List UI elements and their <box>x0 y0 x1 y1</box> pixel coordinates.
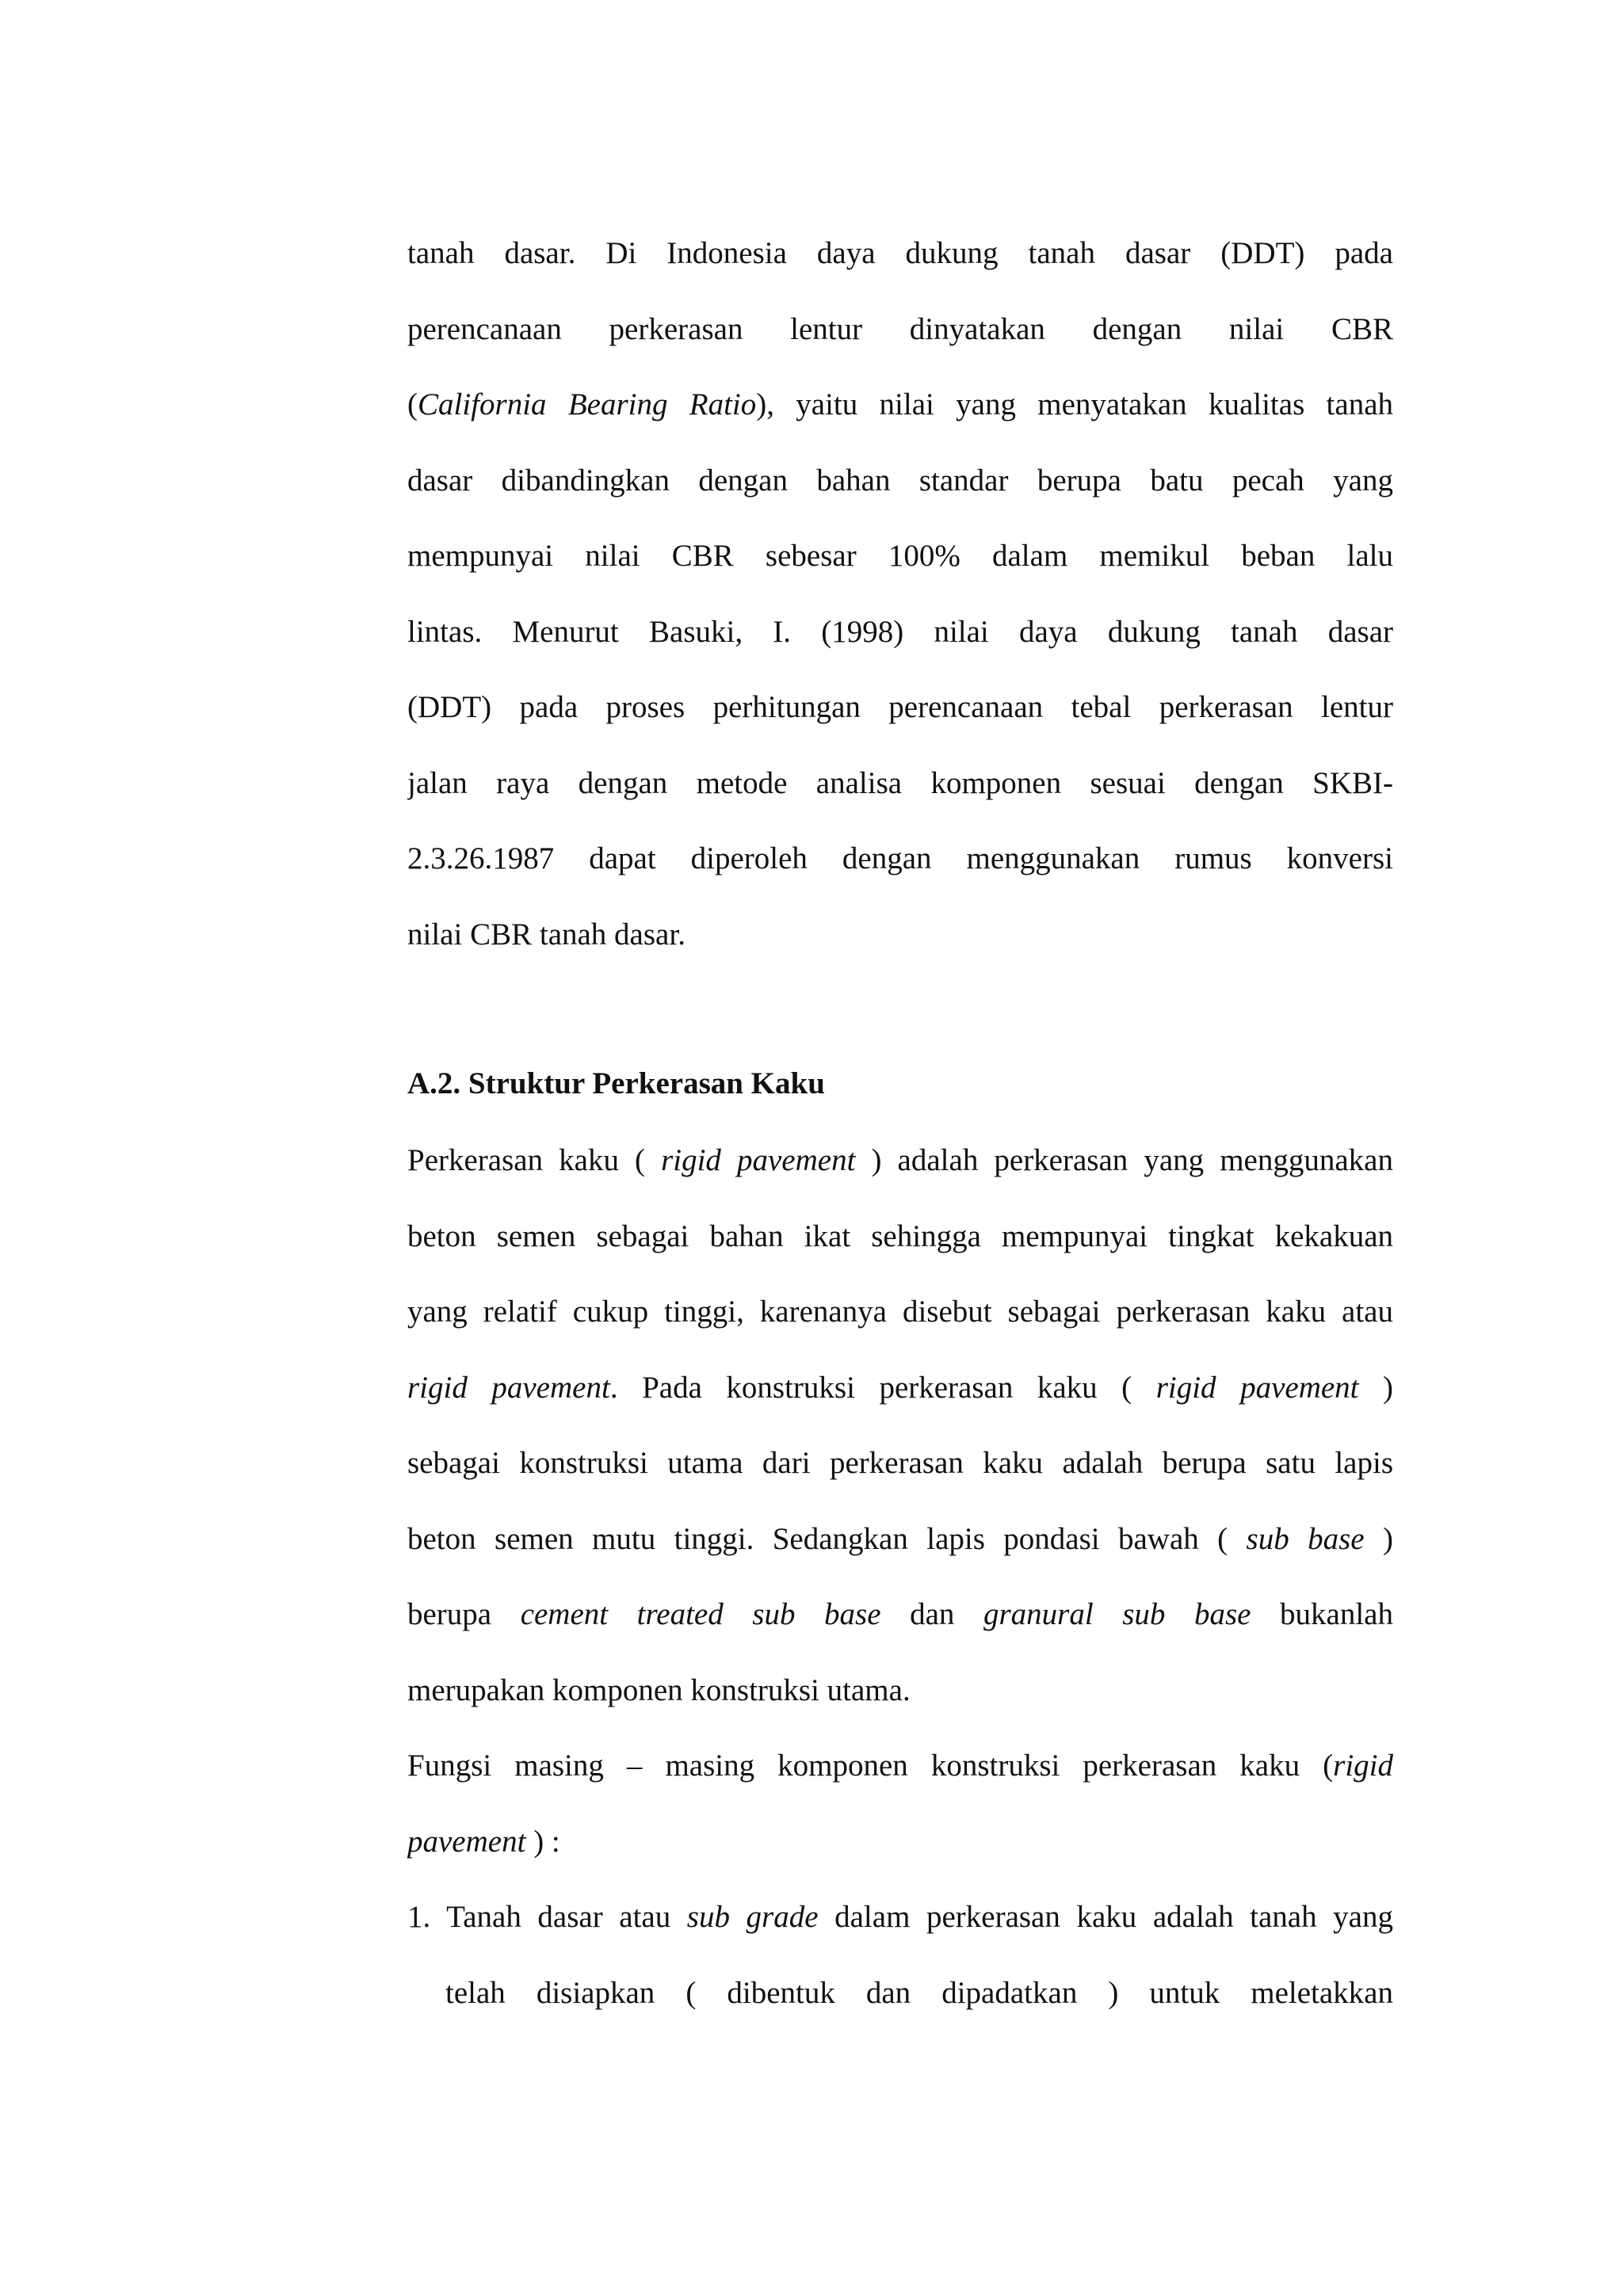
text-line: 2.3.26.1987 dapat diperoleh dengan menggunakan rumus konversi <box>407 841 1393 875</box>
paragraph-subgrade-bearing-capacity <box>407 215 1393 972</box>
text-line: dasar dibandingkan dengan bahan standar berupa batu pecah yang <box>407 463 1393 498</box>
italic-term: granural sub base <box>983 1597 1251 1631</box>
text-line: rigid pavement. Pada konstruksi perkerasan kaku ( rigid pavement ) <box>407 1370 1393 1405</box>
text-line: merupakan komponen konstruksi utama. <box>407 1672 911 1707</box>
text-line: beton semen sebagai bahan ikat sehingga mempunyai tingkat kekakuan <box>407 1219 1393 1253</box>
text-line: nilai CBR tanah dasar. <box>407 917 685 952</box>
text-line: (California Bearing Ratio), yaitu nilai yang menyatakan kualitas tanah <box>407 387 1393 421</box>
list-item-line: 1. Tanah dasar atau sub grade dalam perkerasan kaku adalah tanah yang <box>407 1900 1393 1934</box>
italic-term: sub base <box>1246 1521 1365 1556</box>
text-line: Perkerasan kaku ( rigid pavement ) adalah perkerasan yang menggunakan <box>407 1143 1393 1177</box>
italic-term: rigid pavement <box>407 1370 610 1405</box>
text-line: berupa cement treated sub base dan granural sub base bukanlah <box>407 1597 1393 1631</box>
text-line: perencanaan perkerasan lentur dinyatakan dengan nilai CBR <box>407 311 1393 346</box>
italic-term: rigid pavement <box>661 1143 856 1177</box>
text-line: pavement ) : <box>407 1824 560 1859</box>
text-line: yang relatif cukup tinggi, karenanya disebut sebagai perkerasan kaku atau <box>407 1295 1393 1329</box>
text-line: sebagai konstruksi utama dari perkerasan kaku adalah berupa satu lapis <box>407 1446 1393 1480</box>
text-line: Fungsi masing – masing komponen konstruksi perkerasan kaku (rigid <box>407 1749 1393 1783</box>
italic-term: rigid <box>1333 1749 1393 1783</box>
italic-term: California Bearing Ratio <box>418 387 757 421</box>
text-line: tanah dasar. Di Indonesia daya dukung tanah dasar (DDT) pada <box>407 236 1393 270</box>
text-line: beton semen mutu tinggi. Sedangkan lapis pondasi bawah ( sub base ) <box>407 1521 1393 1556</box>
italic-term: cement treated sub base <box>520 1597 881 1631</box>
section-heading: A.2. Struktur Perkerasan Kaku <box>407 1066 825 1100</box>
text-line: jalan raya dengan metode analisa komponen sesuai dengan SKBI- <box>407 765 1393 800</box>
italic-term: rigid pavement <box>1155 1370 1359 1405</box>
italic-term: pavement <box>407 1824 526 1859</box>
text-line: mempunyai nilai CBR sebesar 100% dalam memikul beban lalu <box>407 539 1393 573</box>
italic-term: sub grade <box>686 1900 819 1934</box>
text-line: (DDT) pada proses perhitungan perencanaan tebal perkerasan lentur <box>407 690 1393 724</box>
text-line: lintas. Menurut Basuki, I. (1998) nilai daya dukung tanah dasar <box>407 614 1393 649</box>
paragraph-rigid-pavement <box>407 1123 1393 2031</box>
list-item-line: telah disiapkan ( dibentuk dan dipadatkan ) untuk meletakkan <box>445 1975 1393 2010</box>
